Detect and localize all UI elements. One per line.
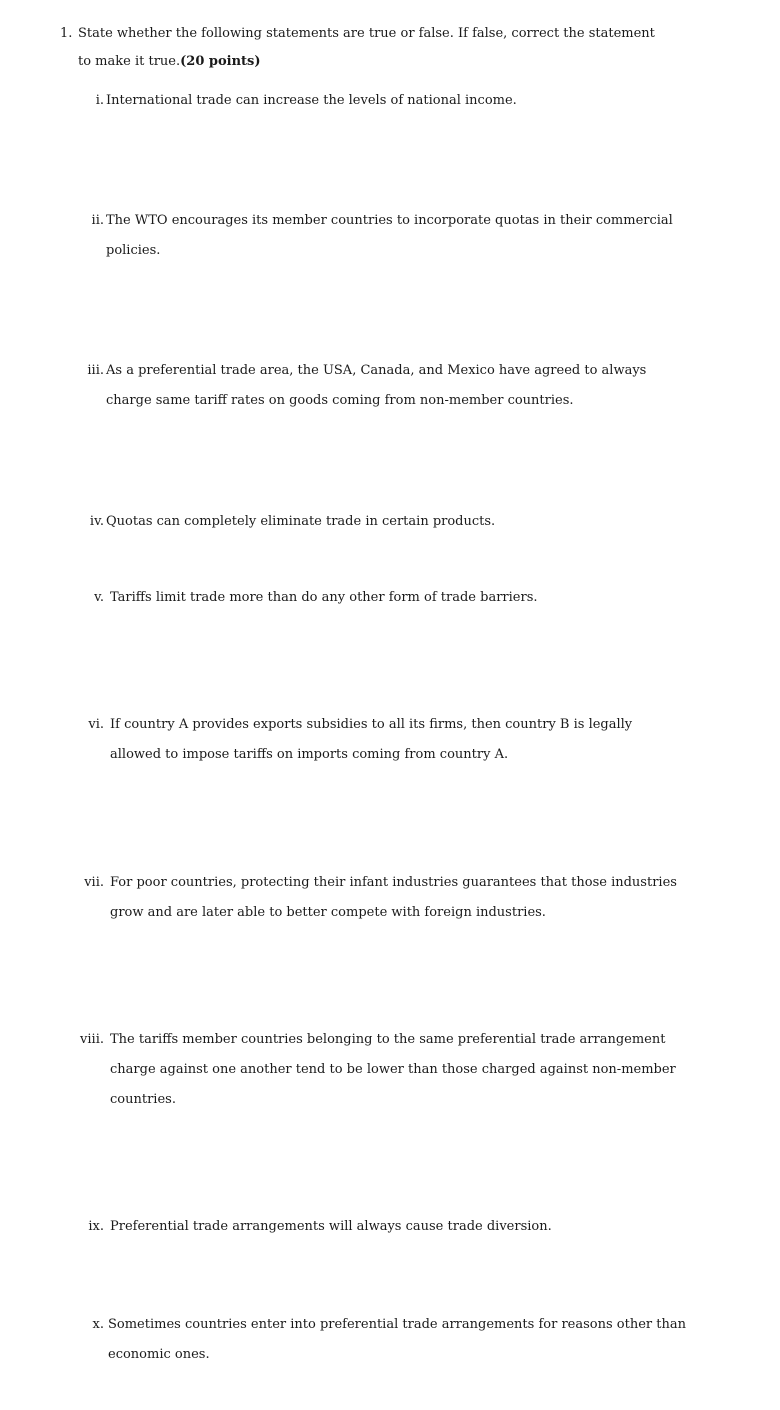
statement-line: If country A provides exports subsidies to all its firms, then country B is legally (110, 717, 633, 732)
question-points: (20 points) (180, 54, 261, 69)
question-number: 1. (60, 26, 73, 41)
statement-line: policies. (106, 243, 161, 258)
statement-line: For poor countries, protecting their infant industries guarantees that those industries (110, 875, 677, 890)
statement-text (110, 1025, 690, 1115)
statement-number: iii. (87, 363, 104, 378)
statement-text (106, 206, 676, 266)
statement-line: countries. (110, 1092, 176, 1107)
statement-line: charge same tariff rates on goods coming from non-member countries. (106, 393, 574, 408)
statement-text (106, 356, 676, 416)
statement-number: i. (95, 93, 104, 108)
statement-line: As a preferential trade area, the USA, Canada, and Mexico have agreed to always (106, 363, 647, 378)
statement-line: Preferential trade arrangements will always cause trade diversion. (110, 1219, 552, 1234)
statement-line: International trade can increase the levels of national income. (106, 93, 517, 108)
statement-number: ii. (91, 213, 104, 228)
statement-line: The tariffs member countries belonging to the same preferential trade arrangement (110, 1032, 666, 1047)
statement-number: x. (92, 1317, 104, 1332)
statement-number: ix. (88, 1219, 104, 1234)
statement-text (110, 710, 690, 770)
statement-text (106, 86, 676, 116)
statement-text (110, 583, 680, 613)
question-line-2 (78, 48, 660, 76)
statement-line: allowed to impose tariffs on imports coming from country A. (110, 747, 509, 762)
statement-number: vi. (88, 717, 104, 732)
question-line-2-text: to make it true. (78, 54, 181, 69)
statement-number: vii. (84, 875, 104, 890)
statement-line: economic ones. (108, 1347, 210, 1362)
question-header (60, 20, 660, 76)
statement-line: The WTO encourages its member countries to incorporate quotas in their commercial (106, 213, 673, 228)
statement-line: charge against one another tend to be lower than those charged against non-member (110, 1062, 676, 1077)
statement-line: grow and are later able to better compete with foreign industries. (110, 905, 546, 920)
statement-text (110, 1212, 690, 1242)
statement-text (106, 507, 676, 537)
statement-line: Sometimes countries enter into preferential trade arrangements for reasons other than (108, 1317, 686, 1332)
statement-text (110, 868, 690, 928)
statement-line: Tariffs limit trade more than do any other form of trade barriers. (110, 590, 538, 605)
statement-line: Quotas can completely eliminate trade in certain products. (106, 514, 496, 529)
statement-text (108, 1310, 688, 1370)
statement-number: viii. (80, 1032, 104, 1047)
question-prompt (78, 20, 660, 76)
question-line-1: State whether the following statements are true or false. If false, correct the statement (78, 26, 655, 41)
statement-number: iv. (89, 514, 104, 529)
statement-number: v. (94, 590, 104, 605)
